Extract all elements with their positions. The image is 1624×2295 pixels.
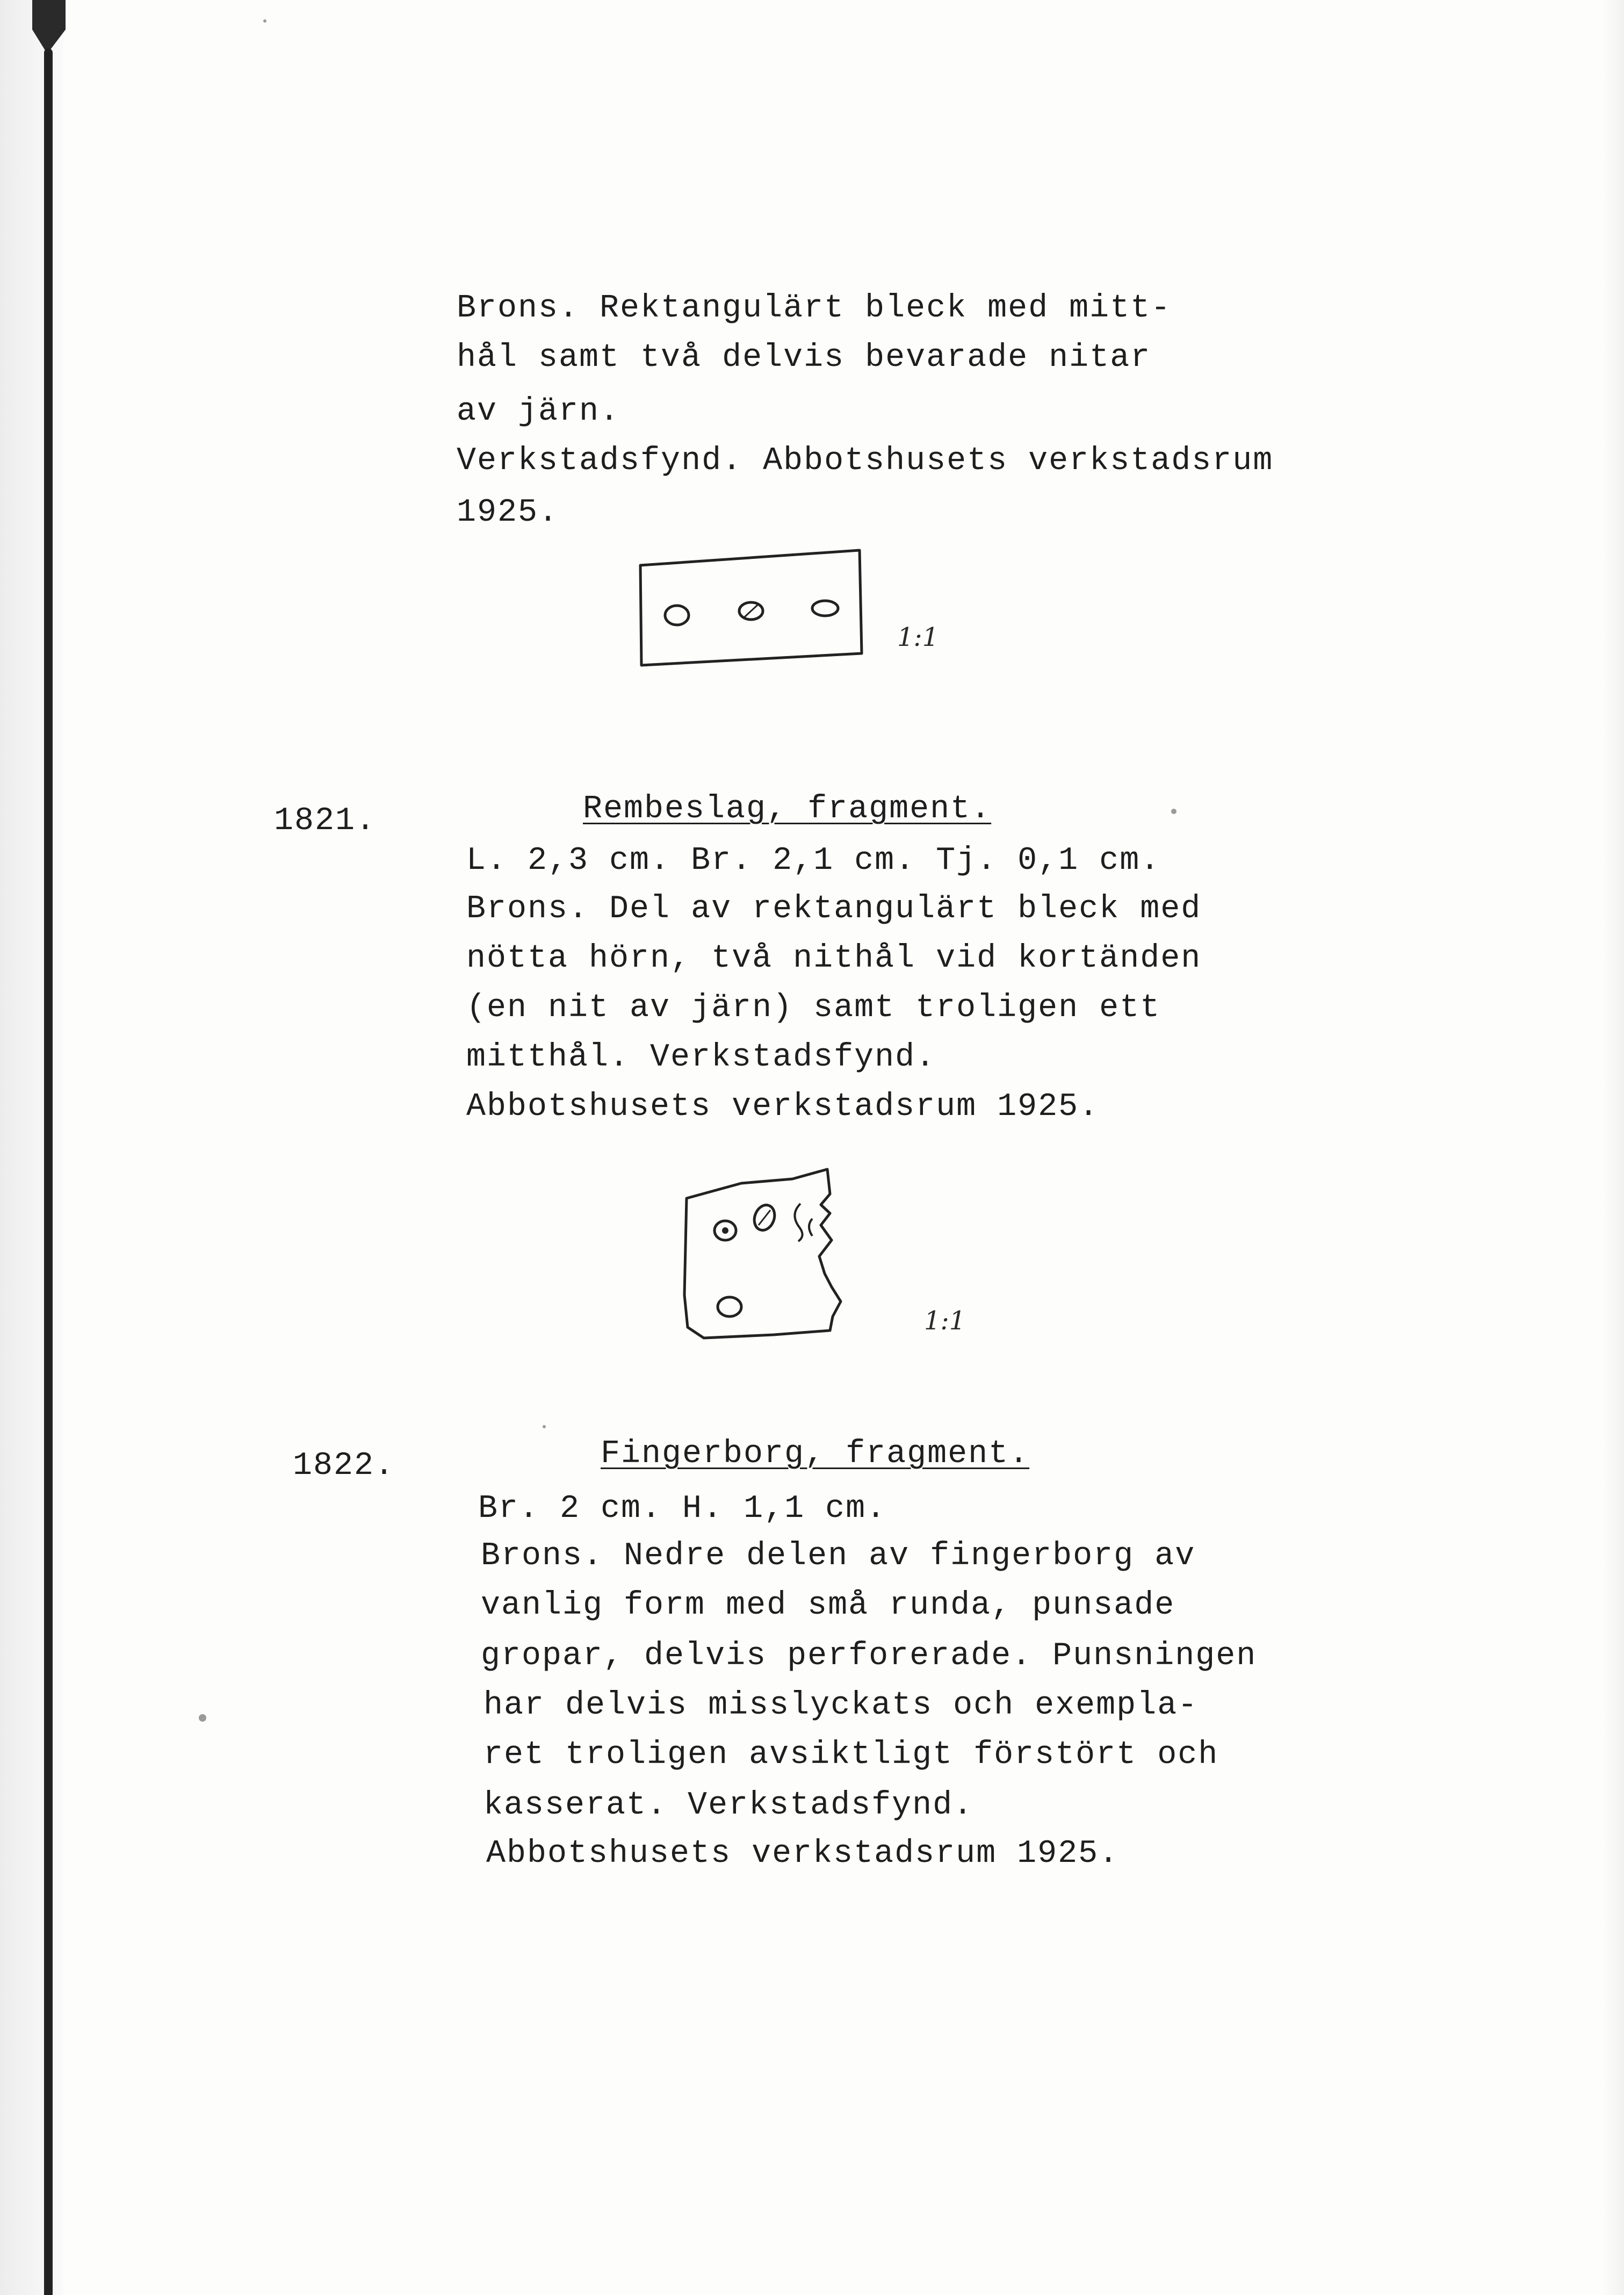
entry-number: 1821. — [274, 803, 377, 839]
entry-1821-scale: 1:1 — [924, 1306, 966, 1336]
binding-spine — [44, 48, 53, 2295]
entry-top-line-2: hål samt två delvis bevarade nitar — [457, 340, 1151, 376]
entry-title: Fingerborg, fragment. — [601, 1436, 1030, 1472]
entry-top-line-5: 1925. — [457, 494, 559, 531]
entry-1821-line-6: Abbotshusets verkstadsrum 1925. — [466, 1089, 1100, 1125]
page-edge-shadow — [1603, 0, 1624, 2295]
entry-1821-line-1: L. 2,3 cm. Br. 2,1 cm. Tj. 0,1 cm. — [466, 843, 1161, 879]
entry-top-line-1: Brons. Rektangulärt bleck med mitt- — [457, 290, 1172, 327]
entry-top-scale: 1:1 — [897, 622, 939, 652]
paper-speck — [1171, 809, 1177, 814]
entry-1822-line-7: kasserat. Verkstadsfynd. — [483, 1787, 974, 1824]
entry-1821-line-2: Brons. Del av rektangulärt bleck med — [466, 891, 1202, 927]
entry-title: Rembeslag, fragment. — [583, 791, 992, 828]
entry-1821-line-3: nötta hörn, två nithål vid kortänden — [466, 940, 1202, 977]
binding-margin — [0, 0, 63, 2295]
sketch-rectangular-plate — [634, 543, 870, 672]
entry-1822-line-4: gropar, delvis perforerade. Punsningen — [481, 1638, 1257, 1674]
entry-1821-line-4: (en nit av järn) samt troligen ett — [466, 990, 1161, 1026]
entry-1822-line-5: har delvis misslyckats och exempla- — [483, 1687, 1199, 1724]
entry-1821-line-5: mitthål. Verkstadsfynd. — [466, 1039, 936, 1076]
paper-speck — [543, 1425, 546, 1428]
entry-1822-line-3: vanlig form med små runda, punsade — [481, 1587, 1175, 1624]
paper-speck — [263, 19, 266, 23]
entry-1822-line-8: Abbotshusets verkstadsrum 1925. — [486, 1836, 1120, 1872]
entry-1822-line-6: ret troligen avsiktligt förstört och — [483, 1737, 1219, 1773]
paper-speck — [199, 1714, 206, 1722]
entry-top-line-3: av järn. — [457, 393, 620, 430]
entry-1822-line-2: Brons. Nedre delen av fingerborg av — [481, 1538, 1196, 1574]
entry-number: 1822. — [293, 1448, 395, 1484]
entry-1822-line-1: Br. 2 cm. H. 1,1 cm. — [478, 1491, 887, 1527]
sketch-strap-mount-fragment — [672, 1161, 886, 1359]
entry-top-line-4: Verkstadsfynd. Abbotshusets verkstadsrum — [457, 443, 1274, 479]
